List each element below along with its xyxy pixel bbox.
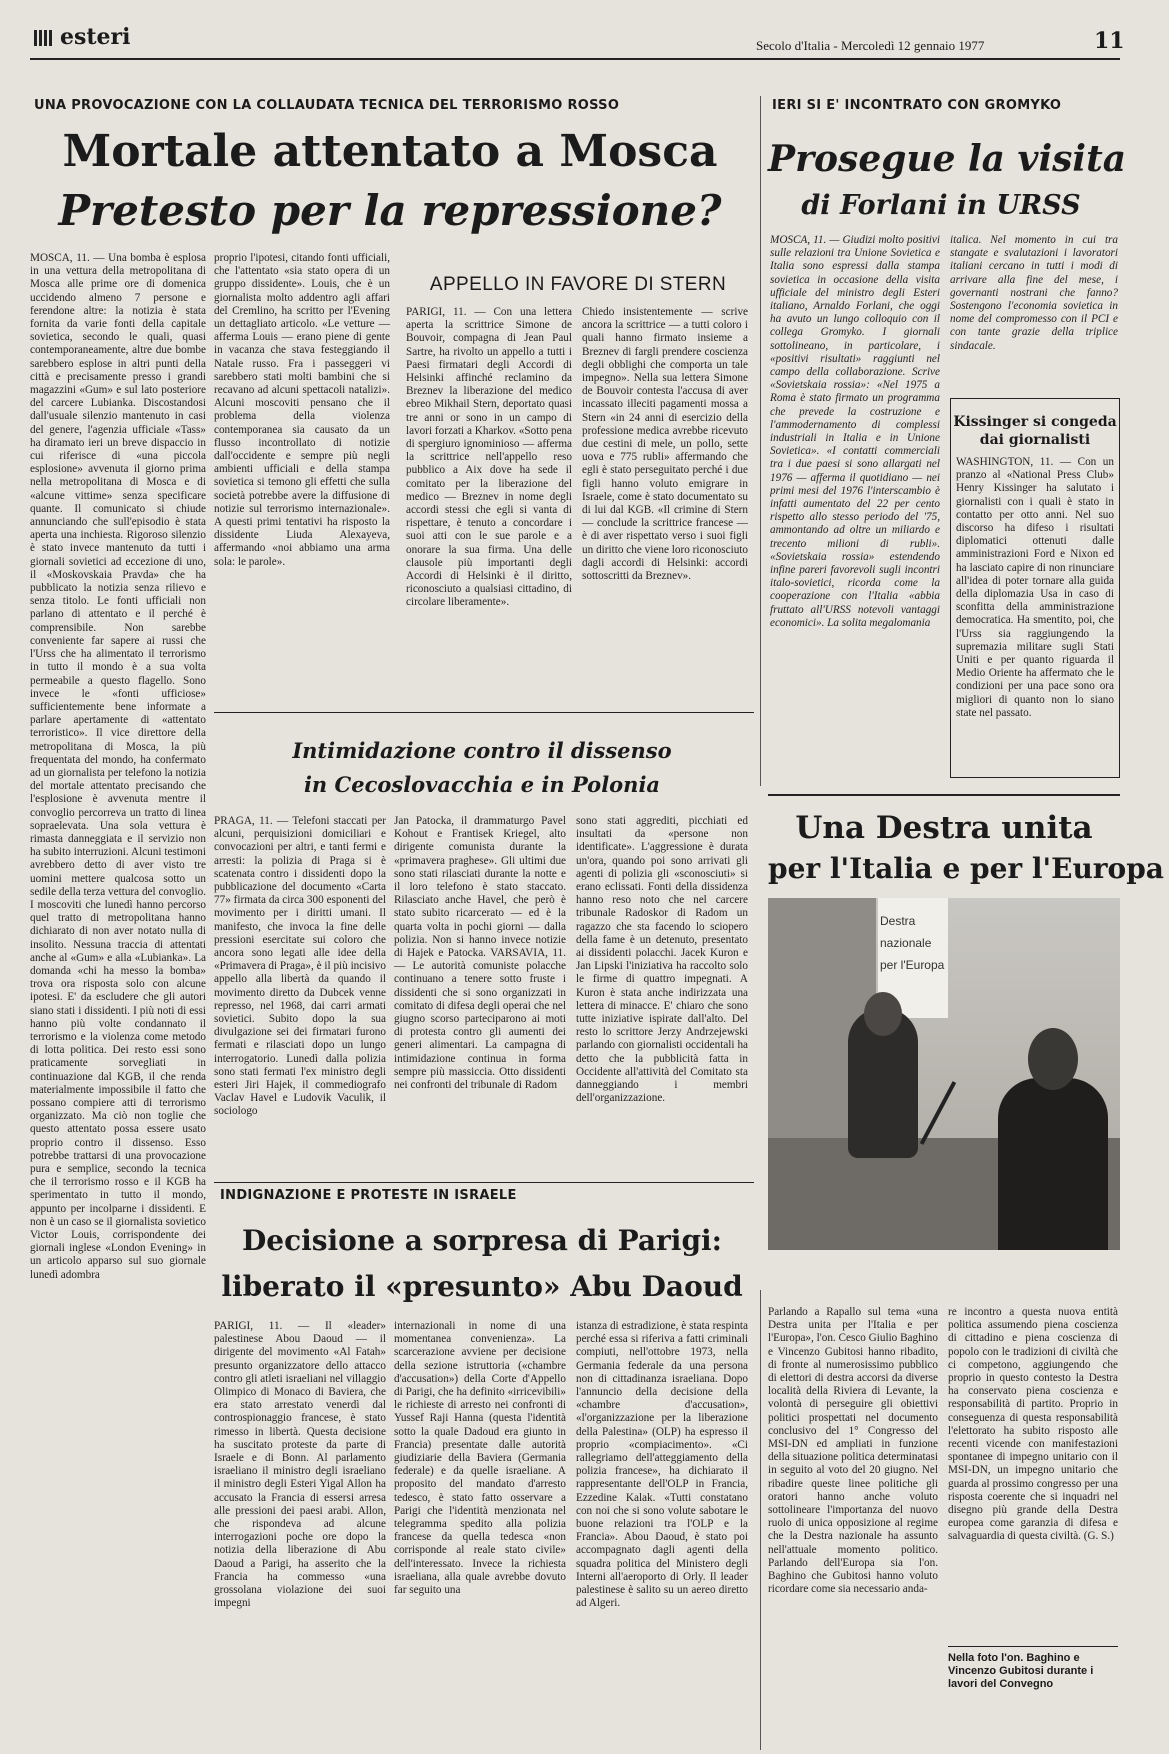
dissenso-body-col3: sono stati aggrediti, picchiati ed insultati da «persone non identificate». L'aggressione è durata un'ora, quando poi sono arrivati gli agenti di polizia gli «sconosciuti» si erano eclissati. Fonti della dissidenza hanno reso noto che nel carcere tribunale Radoskor di Radom un ragazzo che sta facendo lo sciopero della fame è un detenuto, presentato ai dissidenti polacchi. Jacek Kuron e Jan Lipski l'iniziativa ha raccolto solo le firme di quattro impegnati. A Kuron è stata anche indirizzata una lettera di minacce. E' chiaro che sono tutte iniziative ispirate dall'alto. Del resto lo scrittore Jerzy Andrzejewski parlando con giornalisti occidentali ha detto che la pubblicità fatta in Occidente all'attività del Comitato sta danneggiando i membri dell'organizzazione. xyxy=(576,815,748,1105)
mosca-subtitle: Pretesto per la repressione? xyxy=(58,186,722,235)
destra-body-col1: Parlando a Rapallo sul tema «una Destra unita per l'Italia e per l'Europa», l'on. Cesco Giulio Baghino e Vincenzo Gubitosi hanno ribadito, di fronte al numerosissimo pubblico di elettori di destra accorsi da diverse località della Riviera di Levante, la volontà di perseguire gli obiettivi politici prospettati nel documento conclusivo del 1° Congresso del MSI-DN ed ampliati in funzione della situazione politica determinatasi in seguito al voto del 20 giugno. Nel ribadire queste linee politiche gli oratori hanno anche voluto sottolineare l'importanza del nuovo ruolo di unica opposizione al regime che la Destra nazionale ha assunto nell'attuale momento politico. Parlando dell'Europa sia l'on. Baghino che Gubitosi hanno voluto ricordare come sia necessario anda- xyxy=(768,1306,938,1596)
stern-body-col1: PARIGI, 11. — Con una lettera aperta la scrittrice Simone de Bouvoir, compagna di Jean Paul Sartre, ha rivolto un appello a tutti i Paesi firmatari degli Accordi di Helsinki affinché reclamino da Breznev la liberazione del medico ebreo Mikhail Stern, deportato quasi tre anni or sono in un campo di lavori forzati a Kharkov. «Sotto pena di spergiuro ignominioso — afferma la scrittrice nell'appello reso pubblico a Aix dove ha sede il comitato per la liberazione del medico — Breznev in nome degli accordi stessi che egli si vanta di rispettare, è tenuto a concordare i suoi atti con le sue parole e a onorare la sua firma. Una delle clausole più importanti degli Accordi di Helsinki è il diritto, riconosciuto a qualsiasi cittadino, di circolare liberamente». xyxy=(406,306,572,609)
page-number: 11 xyxy=(1094,28,1125,54)
abudaoud-title: Decisione a sorpresa di Parigi: xyxy=(241,1224,722,1257)
destra-body-col2: re incontro a questa nuova entità politica assumendo piena coscienza di cittadino e piena coscienza di popolo con le tradizioni di civiltà che ci competono, aggiungendo che proprio in questo contesto la Destra ha conservato piena coscienza e responsabilità di partito. Proprio in conseguenza di questa responsabilità l'elettorato ha subito risposto alle recenti vicende con manifestazioni spontanee di impegno unitario con il MSI-DN, un impegno unitario che guarda al prossimo congresso per una risposta coerente che si inquadri nel disegno più grande della Destra europea come garanzia di difesa e salvaguardia di questa civiltà. (G. S.) xyxy=(948,1306,1118,1543)
kissinger-body: WASHINGTON, 11. — Con un pranzo al «National Press Club» Henry Kissinger ha salutato i giornalisti con i quali è stato in contatto per otto anni. Nel suo discorso ha difeso i risultati diplomatici ottenuti dalle amministrazioni Ford e Nixon ed ha lasciato capire di non rinunciare all'idea di poter tornare alla guida della diplomazia Usa in caso di sconfitta della amministrazione democratica. Ha smentito, poi, che l'Urss sia raggiungendo la supremazia militare sugli Stati Uniti e per quanto riguarda il Medio Oriente ha affermato che le condizioni per una pace sono ora migliori di quanto non lo siano state nel passato. xyxy=(956,456,1114,719)
abudaoud-body-col3: istanza di estradizione, è stata respinta perché essa si riferiva a fatti criminali compiuti, nell'ottobre 1973, nella Germania federale da una persona non di cittadinanza israeliana. Dopo l'annuncio della decisione della «chambre d'accusation», «l'organizzazione per la liberazione della Palestina» (OLP) ha espresso il proprio «compiacimento». «Ci rallegriamo dell'atteggiamento della polizia francese», ha dichiarato il rappresentante dell'OLP in Francia, Ezzedine Kalak. «Tutti constatano con noi che si sono volute sabotare le buone relazioni tra l'OLP e la Francia». Abou Daoud, è stato poi accompagnato dagli agenti della squadra politica del Ministero degli Interni all'aeroporto di Orly. Il leader palestinese è salito su un aereo diretto ad Algeri. xyxy=(576,1320,748,1610)
kissinger-title: Kissinger si congeda xyxy=(953,414,1117,430)
photo-sign: Destra nazionale per l'Europa xyxy=(880,914,945,972)
forlani-body-col2: italica. Nel momento in cui tra stangate e svalutazioni i lavoratori italiani cercano in tutti i modi di arrivare alla fine del mese, i governanti nostrani che fanno? Sostengono l'economia sovietica in nome del compromesso con il PCI e con tante grazie della triplice sindacale. xyxy=(950,234,1118,352)
section-title: esteri xyxy=(60,24,131,50)
dissenso-title: Intimidazione contro il dissenso xyxy=(292,738,672,763)
forlani-kicker: IERI SI E' INCONTRATO CON GROMYKO xyxy=(772,98,1062,113)
kissinger-subtitle: dai giornalisti xyxy=(979,432,1091,448)
destra-top-rule xyxy=(768,794,1120,796)
paper-date: Secolo d'Italia - Mercoledì 12 gennaio 1977 xyxy=(756,38,985,53)
destra-title: Una Destra unita xyxy=(795,810,1093,846)
forlani-subtitle: di Forlani in URSS xyxy=(801,190,1081,221)
mosca-body-col1: MOSCA, 11. — Una bomba è esplosa in una vettura della metropolitana di Mosca alle prime ore di domenica uccidendo almeno 7 persone e ferendone altre: la notizia è stata fornita da varie fonti della capitale sovietica, secondo le quali, quasi contemporaneamente, altre due bombe sarebbero esplose in altri punti della città e precisamente presso i grandi magazzini «Gum» e sul lato posteriore del carcere Lubianka. Discostandosi dall'usuale silenzio mantenuto in casi del genere, l'agenzia ufficiale «Tass» ha diramato ieri un breve dispaccio in cui riferisce di «una piccola esplosione» avvenuta il giorno prima nella metropolitana di Mosca e di «alcune vittime» senza specificare quante. Il comunicato si chiude annunciando che sull'episodio è stata aperta una inchiesta. Rigoroso silenzio è stato invece mantenuto da tutti i giornali sovietici ad eccezione di uno, il «Moskovskaia Pravda» che ha pubblicato la notizia senza rilievo e senza titolo. Le fonti ufficiali non parlano di attentato e il perché è comprensibile. Non sarebbe conveniente far sapere ai russi che l'Urss che ha alimentato il terrorismo in tutto il mondo è a sua volta permeabile a questo flagello. Sono invece le «fonti ufficiose» sufficientemente bene informate a parlare apertamente di «attentato terroristico». Il vice direttore della metropolitana di Mosca, la più frequentata del mondo, ha confermato ad un giornalista per telefono la notizia del mortale attentato precisando che l'esplosione è avvenuta mentre il convoglio percorreva un tratto di linea sopraelevata. Una sola vettura è rimasta danneggiata e il servizio non ha subito interruzioni. Alcuni testimoni avrebbero detto di aver visto tre uomini mettere qualcosa sotto un sedile della terza vettura del convoglio. I moscoviti che lunedì hanno percorso quel tratto di metropolitana hanno dichiarato di non aver notato nulla di insolito. Nessuna traccia di attentati anche al «Gum» e alla «Lubianka». La domanda «chi ha messo la bomba» trova ora risposta solo con alcune ipotesi. E' da escludere che gli autori siano stati i dissidenti. I più noti di essi hanno più volte condannato il terrorismo e la violenza come metodo di lotta politica. Dei resto essi sono praticamente sorvegliati in continuazione dal KGB, il che renda materialmente impossibile il fatto che possano compiere atti di terrorismo organizzato. Ma ciò non toglie che questo attentato possa essere usato proprio contro il dissenso. Esso potrebbe trattarsi di una provocazione pura e semplice, secondo la tecnica che il terrorismo rosso e il KGB ha sperimentato in tutto il mondo, appunto per incolparne i dissidenti. E non è un caso se il giornalista sovietico Victor Louis, corrispondente dei giornali inglese «London Evening» in un articolo apparso sul suo giornale lunedì adombra xyxy=(30,252,206,1281)
dissenso-body-col2: Jan Patocka, il drammaturgo Pavel Kohout e Frantisek Kriegel, alto dirigente comunista durante la «primavera praghese». Gli ultimi due sono stati rilasciati durante la notte e il loro telefono è stato staccato. Rilasciato anche Havel, che però è stato subito ricarcerato — ed è la quarta volta in pochi giorni — dalla polizia. Non si hanno invece notizie di Hajek e Patocka. VARSAVIA, 11. — Le autorità comuniste polacche continuano a tenere sotto fruste i dissidenti che si sono organizzati in comitato di difesa degli operai che nel giugno scorso parteciparono ai moti di protesta contro gli aumenti dei generi alimentari. La campagna di intimidazione continua in forma sempre più massiccia. Otto dissidenti nei confronti del tribunale di Radom xyxy=(394,815,566,1092)
abudaoud-kicker: INDIGNAZIONE E PROTESTE IN ISRAELE xyxy=(220,1188,517,1203)
destra-photo xyxy=(768,898,1120,1250)
forlani-body-col1: MOSCA, 11. — Giudizi molto positivi sulle relazioni tra Unione Sovietica e Italia sono espressi dalla stampa sovietica in occasione della visita ufficiale del ministro degli Esteri italiano, Arnaldo Forlani, che oggi ha avuto un lungo colloquio con il collega Gromyko. I giornali sottolineano, in particolare, i «positivi risultati» raggiunti nel campo della collaborazione. Scrive «Sovietskaia rossia»: «Nel 1975 a Roma è stato firmato un programma che prevede la costruzione e l'ammodernamento di complessi industriali in Italia e in Unione Sovietica». «I contatti commerciali tra i due paesi si sono allargati nel 1976 — afferma il quotidiano — nei primi mesi del 1976 l'interscambio è infatti aumentato del 22 per cento rispetto allo stesso periodo del '75, ammontando ad oltre un miliardo e trecento milioni di rubli». «Sovietskaia rossia» estendendo infine pareri favorevoli sugli incontri italo-sovietici, ricorda come la cooperazione con l'Italia «abbia fruttato all'URSS notevoli vantaggi economici». La solita megalomania xyxy=(770,234,940,629)
masthead-rule xyxy=(30,58,1120,60)
forlani-title: Prosegue la visita xyxy=(768,138,1127,180)
abudaoud-body-col1: PARIGI, 11. — Il «leader» palestinese Abou Daoud — il dirigente del movimento «Al Fatah» presunto organizzatore dello attacco contro gli atleti israeliani nel villaggio Olimpico di Monaco di Baviera, che era stato arrestato venerdì dal controspionaggio francese, è stato rimesso in libertà. Questa decisione ha suscitato proteste da parte di Israele e di Bonn. Al parlamento israeliano il ministro degli israeliano il ministro degli Esteri Yigal Allon ha accusato la Francia di essersi arresa alle pressioni dei paesi arabi. Allon, che rispondeva ad alcune interrogazioni poche ore dopo la notizia della liberazione di Abu Daoud a Parigi, ha asserito che la Francia ha commesso «una grossolana violazione dei suoi impegni xyxy=(214,1320,386,1610)
column-rule-right xyxy=(760,96,761,786)
destra-subtitle: per l'Italia e per l'Europa xyxy=(768,852,1164,885)
abudaoud-top-rule xyxy=(214,1182,754,1183)
dissenso-top-rule xyxy=(214,712,754,713)
photo-person-right xyxy=(998,1078,1108,1250)
stern-body-col2: Chiedo insistentemente — scrive ancora la scrittrice — a tutti coloro i quali hanno firmato insieme a Breznev di fargli prendere coscienza degli obblighi che comporta un tale impegno». Nella sua lettera Simone de Bouvoir contesta l'accusa di aver incassato illeciti pagamenti mossa a Stern «in 24 anni di esercizio della professione medica avrebbe ricevuto due cestini di mele, un pollo, sette uova e 775 rubli» affermando che egli è stato perseguitato perché i due figli hanno voluto emigrare in Israele, come è stato documentato su di lui dal KGB. «Il crimine di Stern — conclude la scrittrice francese — è di aver rispettato verso i suoi figli un diritto che viene loro riconosciuto dagli accordi di Helsinki: accordi sottoscritti da Breznev». xyxy=(582,306,748,583)
photo-person-right-head xyxy=(1028,1028,1078,1090)
dissenso-subtitle: in Cecoslovacchia e in Polonia xyxy=(303,772,661,797)
caption-rule xyxy=(948,1646,1118,1647)
photo-person-left-head xyxy=(864,992,902,1036)
dissenso-body-col1: PRAGA, 11. — Telefoni staccati per alcuni, perquisizioni domiciliari e convocazioni per altri, e tanti fermi e arresti: la polizia di Praga si è scatenata contro i dissidenti dopo la pubblicazione del documento «Carta 77» firmata da circa 300 esponenti del movimento per i diritti umani. Il manifesto, che invoca la fine delle pressioni esercitate sui coloro che ancora sono legati alle idee della «Primavera di Praga», è il più incisivo appello alla libertà da quando il movimento diretto da Dubcek venne represso, nel 1968, dai carri armati sovietici. Subito dopo la sua divulgazione sei dei firmatari furono fermati e rilasciati dopo un lungo interrogatorio. Lunedì dalla polizia sono stati fermati l'ex ministro degli esteri Jiri Hajek, il commediografo Vaclav Havel e Ludovik Vaculik, il sociologo xyxy=(214,815,386,1118)
mosca-body-col2: proprio l'ipotesi, citando fonti ufficiali, che l'attentato «sia stato opera di un gruppo dissidente». Louis, che è un giornalista molto addentro agli affari del Cremlino, ha scritto per l'Evening un dettagliato articolo. «Le vetture — afferma Louis — erano piene di gente in vacanza che stava festeggiando il Natale russo. Fra i passeggeri vi sarebbero stati molti bambini che si recavano ad alcuni spettacoli natalizi». Alcuni moscoviti pensano che il problema della violenza contemporanea sia causato da un flusso incontrollato di notizie dall'occidente e sempre più negli ambienti ufficiali e della stampa sovietica si temono gli effetti che sulla società potrebbe avere la diffusione di notizie sul terrorismo internazionale». A questi primi tentativi ha risposto la dissidente Liuda Alexayeva, affermando «noi abbiamo una arma sola: le parole». xyxy=(214,252,390,568)
column-rule-bottom xyxy=(760,1290,761,1750)
mosca-title: Mortale attentato a Mosca xyxy=(62,126,718,177)
stern-title: APPELLO IN FAVORE DI STERN xyxy=(429,274,727,295)
photo-microphone xyxy=(920,1081,956,1145)
abudaoud-subtitle: liberato il «presunto» Abu Daoud xyxy=(221,1270,743,1303)
section-marker-icon xyxy=(34,30,52,46)
mosca-kicker: UNA PROVOCAZIONE CON LA COLLAUDATA TECNICA DEL TERRORISMO ROSSO xyxy=(34,98,620,113)
abudaoud-body-col2: internazionali in nome di una momentanea convenienza». La scarcerazione avviene per decisione della sezione istruttoria («chambre d'accusation») della Corte d'Appello di Parigi, che ha definito «irricevibili» le richieste di arresto nei confronti di Yussef Raji Hanna (questa l'identità sotto la quale Dadoud era giunto in Francia) presentate dalle autorità giudiziarie della Baviera (Germania federale) e da quelle israeliane. A proposito del mandato d'arresto tedesco, è stato fatto osservare a Parigi che l'identità menzionata nel telegramma spedito alla polizia francese da quella tedesca «non corrisponde al reale stato civile» dell'interessato. Invece la richiesta israeliana, alla quale avrebbe dovuto far seguito una xyxy=(394,1320,566,1597)
photo-caption: Nella foto l'on. Baghino e Vincenzo Gubitosi durante i lavori del Convegno xyxy=(948,1652,1094,1690)
